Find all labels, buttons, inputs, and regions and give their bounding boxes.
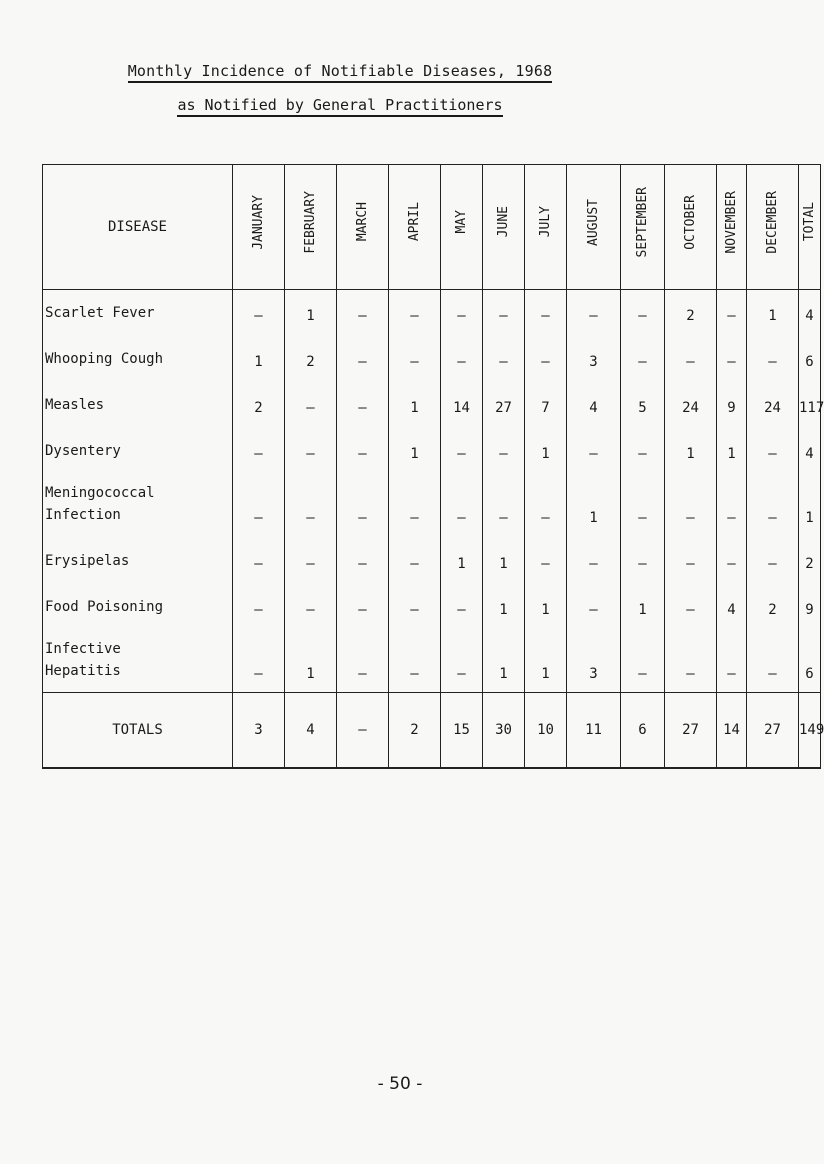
cell-april: 1 — [389, 372, 441, 418]
total-july: 10 — [525, 693, 567, 769]
table-row — [43, 464, 821, 528]
cell-total: 6 — [799, 326, 821, 372]
column-header-label: JANUARY — [251, 194, 266, 250]
cell-may: 14 — [441, 372, 483, 418]
column-header-august — [567, 165, 621, 290]
cell-november: – — [717, 464, 747, 528]
column-header-label: TOTAL — [802, 202, 817, 242]
column-header-label: OCTOBER — [683, 194, 698, 250]
page-number: - 50 - — [377, 1074, 423, 1094]
column-header-label: MARCH — [355, 202, 370, 242]
column-header-october — [665, 165, 717, 290]
disease-table — [42, 164, 824, 769]
cell-march: – — [337, 290, 389, 327]
cell-april: – — [389, 528, 441, 574]
cell-july: – — [525, 464, 567, 528]
cell-january: 2 — [233, 372, 285, 418]
cell-october: 2 — [665, 290, 717, 327]
column-header-february — [285, 165, 337, 290]
cell-february: – — [285, 372, 337, 418]
cell-march: – — [337, 326, 389, 372]
total-october: 27 — [665, 693, 717, 769]
cell-january: – — [233, 528, 285, 574]
column-header-label: JUNE — [496, 206, 511, 238]
disease-name: Whooping Cough — [43, 326, 233, 372]
cell-july: 1 — [525, 574, 567, 620]
cell-october: – — [665, 620, 717, 693]
total-february: 4 — [285, 693, 337, 769]
column-header-label: DECEMBER — [765, 190, 780, 254]
title-text: Monthly Incidence of Notifiable Diseases, 1968 — [128, 62, 553, 83]
page-title — [0, 62, 680, 80]
cell-february: 2 — [285, 326, 337, 372]
cell-july: – — [525, 326, 567, 372]
cell-june: – — [483, 290, 525, 327]
total-may: 15 — [441, 693, 483, 769]
cell-august: – — [567, 290, 621, 327]
cell-september: – — [621, 418, 665, 464]
cell-october: 24 — [665, 372, 717, 418]
column-header-label: AUGUST — [586, 198, 601, 246]
column-header-april — [389, 165, 441, 290]
cell-april: – — [389, 290, 441, 327]
cell-total: 6 — [799, 620, 821, 693]
cell-total: 1 — [799, 464, 821, 528]
cell-february: 1 — [285, 620, 337, 693]
cell-february: – — [285, 464, 337, 528]
column-header-march — [337, 165, 389, 290]
cell-september: 1 — [621, 574, 665, 620]
cell-january: – — [233, 464, 285, 528]
cell-january: – — [233, 620, 285, 693]
cell-december: 2 — [747, 574, 799, 620]
cell-march: – — [337, 372, 389, 418]
table-row — [43, 528, 821, 574]
cell-may: – — [441, 326, 483, 372]
cell-september: – — [621, 620, 665, 693]
cell-may: – — [441, 574, 483, 620]
cell-january: – — [233, 418, 285, 464]
cell-march: – — [337, 528, 389, 574]
cell-july: 1 — [525, 620, 567, 693]
table-body — [43, 290, 824, 693]
total-april: 2 — [389, 693, 441, 769]
cell-november: 9 — [717, 372, 747, 418]
cell-may: – — [441, 620, 483, 693]
table-row — [43, 372, 821, 418]
header-row — [43, 165, 821, 290]
column-header-label: FEBRUARY — [303, 190, 318, 254]
cell-april: 1 — [389, 418, 441, 464]
cell-february: – — [285, 418, 337, 464]
cell-october: – — [665, 574, 717, 620]
cell-july: 1 — [525, 418, 567, 464]
column-header-label: MAY — [454, 210, 469, 234]
cell-december: – — [747, 326, 799, 372]
cell-february: 1 — [285, 290, 337, 327]
cell-may: – — [441, 464, 483, 528]
cell-april: – — [389, 574, 441, 620]
column-header-september — [621, 165, 665, 290]
disease-name: Dysentery — [43, 418, 233, 464]
cell-february: – — [285, 574, 337, 620]
cell-august: – — [567, 418, 621, 464]
cell-june: 1 — [483, 620, 525, 693]
cell-january: – — [233, 290, 285, 327]
cell-november: 1 — [717, 418, 747, 464]
cell-february: – — [285, 528, 337, 574]
cell-june: 1 — [483, 528, 525, 574]
disease-name: Erysipelas — [43, 528, 233, 574]
cell-november: – — [717, 290, 747, 327]
column-header-july — [525, 165, 567, 290]
column-header-may — [441, 165, 483, 290]
cell-july: 7 — [525, 372, 567, 418]
total-march: – — [337, 693, 389, 769]
cell-october: – — [665, 464, 717, 528]
cell-august: 1 — [567, 464, 621, 528]
cell-june: – — [483, 418, 525, 464]
subtitle-text: as Notified by General Practitioners — [177, 96, 502, 117]
cell-december: – — [747, 528, 799, 574]
cell-june: 1 — [483, 574, 525, 620]
cell-total: 4 — [799, 418, 821, 464]
disease-name: Infective Hepatitis — [43, 620, 233, 693]
table-row — [43, 574, 821, 620]
disease-name: Measles — [43, 372, 233, 418]
cell-april: – — [389, 620, 441, 693]
cell-july: – — [525, 528, 567, 574]
total-january: 3 — [233, 693, 285, 769]
cell-march: – — [337, 464, 389, 528]
cell-december: – — [747, 464, 799, 528]
cell-october: 1 — [665, 418, 717, 464]
cell-march: – — [337, 574, 389, 620]
cell-total: 9 — [799, 574, 821, 620]
cell-total: 117 — [799, 372, 821, 418]
column-header-january — [233, 165, 285, 290]
cell-october: – — [665, 528, 717, 574]
column-header-total — [799, 165, 821, 290]
cell-june: – — [483, 464, 525, 528]
disease-column-header: DISEASE — [43, 165, 233, 290]
cell-december: 24 — [747, 372, 799, 418]
cell-april: – — [389, 464, 441, 528]
cell-november: – — [717, 620, 747, 693]
total-september: 6 — [621, 693, 665, 769]
cell-june: – — [483, 326, 525, 372]
cell-august: 4 — [567, 372, 621, 418]
column-header-label: JULY — [538, 206, 553, 238]
cell-october: – — [665, 326, 717, 372]
cell-may: – — [441, 290, 483, 327]
cell-september: 5 — [621, 372, 665, 418]
cell-august: – — [567, 574, 621, 620]
table-row — [43, 326, 821, 372]
totals-label: TOTALS — [43, 693, 233, 769]
cell-september: – — [621, 528, 665, 574]
totals-row — [43, 693, 821, 769]
total-total: 149 — [799, 693, 821, 769]
cell-august: 3 — [567, 326, 621, 372]
cell-january: 1 — [233, 326, 285, 372]
column-header-june — [483, 165, 525, 290]
cell-december: – — [747, 418, 799, 464]
disease-name: Meningococcal Infection — [43, 464, 233, 528]
table-row — [43, 290, 821, 327]
disease-name: Scarlet Fever — [43, 290, 233, 327]
cell-january: – — [233, 574, 285, 620]
cell-total: 2 — [799, 528, 821, 574]
disease-name: Food Poisoning — [43, 574, 233, 620]
cell-september: – — [621, 290, 665, 327]
cell-march: – — [337, 620, 389, 693]
cell-march: – — [337, 418, 389, 464]
cell-may: – — [441, 418, 483, 464]
cell-november: – — [717, 528, 747, 574]
cell-december: – — [747, 620, 799, 693]
cell-may: 1 — [441, 528, 483, 574]
page-subtitle — [0, 96, 680, 114]
cell-november: 4 — [717, 574, 747, 620]
cell-total: 4 — [799, 290, 821, 327]
total-december: 27 — [747, 693, 799, 769]
cell-november: – — [717, 326, 747, 372]
table-row — [43, 620, 821, 693]
table-row — [43, 418, 821, 464]
cell-august: – — [567, 528, 621, 574]
column-header-december — [747, 165, 799, 290]
total-november: 14 — [717, 693, 747, 769]
column-header-label: NOVEMBER — [724, 190, 739, 254]
column-header-label: SEPTEMBER — [635, 186, 650, 258]
cell-july: – — [525, 290, 567, 327]
cell-september: – — [621, 326, 665, 372]
total-august: 11 — [567, 693, 621, 769]
total-june: 30 — [483, 693, 525, 769]
cell-december: 1 — [747, 290, 799, 327]
cell-april: – — [389, 326, 441, 372]
column-header-november — [717, 165, 747, 290]
cell-august: 3 — [567, 620, 621, 693]
column-header-label: APRIL — [407, 202, 422, 242]
cell-june: 27 — [483, 372, 525, 418]
cell-september: – — [621, 464, 665, 528]
